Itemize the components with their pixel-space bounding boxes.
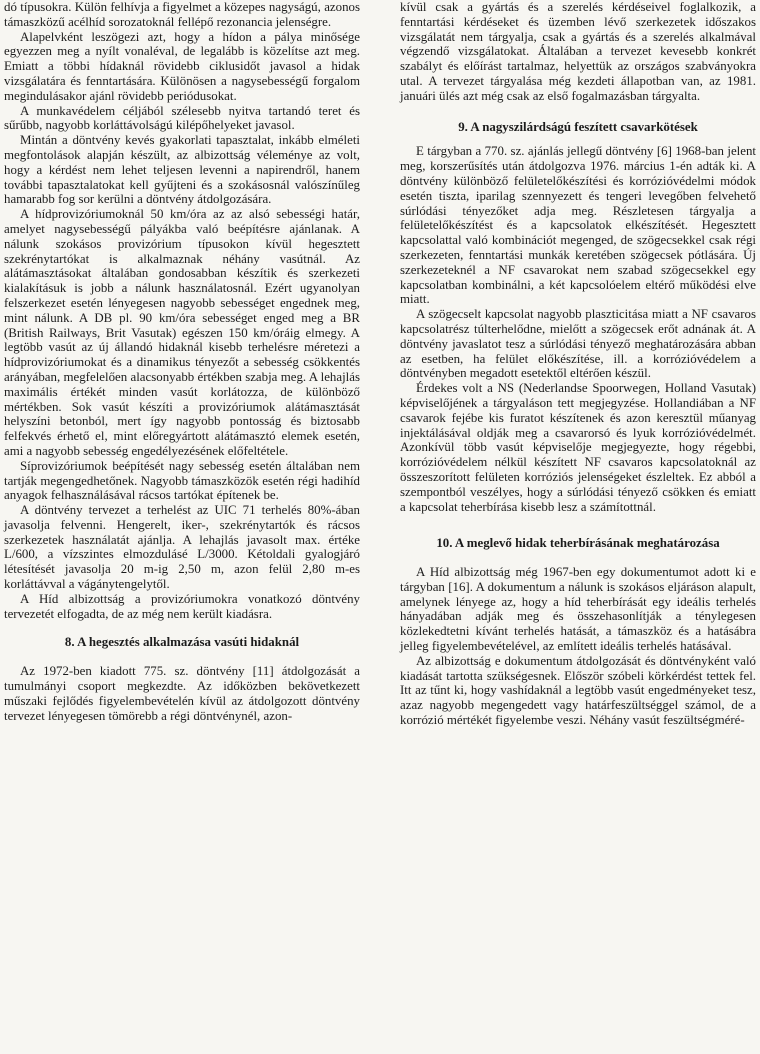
paragraph: A hídprovizóriumoknál 50 km/óra az az alsó sebességi határ, amelyet nagysebességű pályákba való beépítésre ajánlanak. A nálunk szokásos provizórium típusokon kívül hegesztett szekrénytartókat is alkalmaznak néhány vasútnál. Az alátámasztásokat általában gondosabban készítik és szerkezeti kialakításuk is jobb a nálunk használatosnál. Ezért ugyanolyan felszerkezet esetén lényegesen nagyobb sebességet engednek meg, mint nálunk. A DB pl. 90 km/óra sebességet enged meg a BR (British Railways, Brit Vasutak) egészen 150 km/óráig elmegy. A legtöbb vasút az új állandó hidaknál kisebb terhelésre méretezi a hídprovizóriumokat és a dinamikus tényezőt a sebesség csökkentés arányában, megfelelően alacsonyabb értékben szabja meg. A lehajlás maximális értékét minden vasút korlátozza, de különböző mértékben. Sok vasút készíti a provizóriumok alátámasztását helyszíni betonból, mert így nagyobb pontosság és biztosabb felfekvés érhető el, mint előregyártott alátámasztó elemek esetén, ami a nagyobb sebesség engedélyezésének előfeltétele. xyxy=(4,207,360,458)
paragraph: Érdekes volt a NS (Nederlandse Spoorwegen, Holland Vasutak) képviselőjének a tárgyaláson tett megjegyzése. Hollandiában a NF csavarok fejébe kis furatot készítenek és azon keresztül műanyag injektálásával oldják meg a csavarorsó és lyuk korrózióvédelmét. Azonkívül több vasút képviselője megjegyezte, hogy régebbi, korrózióvédelem nélkül készített NF csavaros kapcsolatoknál az összeszorított felületen korróziós jelenségeket észleltek. Ez abból a szempontból veszélyes, hogy a súrlódási tényező csökken és emiatt a kapcsolat teherbírása kisebb lesz a számítottnál. xyxy=(400,381,756,514)
left-column xyxy=(4,0,360,723)
paragraph: Alapelvként leszögezi azt, hogy a hídon a pálya minősége egyezzen meg a nyílt vonaléval, de legalább is közelítse azt meg. Emiatt a többi hídaknál rövidebb ciklusidőt javasol a hidak vizsgálatára és fenntartására. Különösen a nagysebességű forgalom megindulásakor ajánl rövidebb periódusokat. xyxy=(4,29,360,103)
paragraph: A döntvény tervezet a terhelést az UIC 71 terhelés 80%-ában javasolja felvenni. Hengerelt, iker-, szekrénytartók és rácsos szerkezetek használatát ajánlja. A lehajlás javasolt max. értéke L/600, a vízszintes elmozdulásé L/3000. Kétoldali gyalogjáró létesítését javasolja 20 m-ig 2,50 m, azon felül 2,80 m-es korláttávval a vágánytengelytől. xyxy=(4,503,360,592)
paragraph: Síprovizóriumok beépítését nagy sebesség esetén általában nem tartják megengedhetőnek. Nagyobb támaszközök esetén régi hadihíd anyagok felhasználásával rácsos tartókat építenek be. xyxy=(4,458,360,503)
paragraph: A Híd albizottság még 1967-ben egy dokumentumot adott ki e tárgyban [16]. A dokumentum a nálunk is szokásos eljáráson alapult, amelynek lényege az, hogy a híd teherbírását egy ideális terhelés hányadában adják meg és összehasonlítják a ténylegesen közlekedtetni kívánt terhelés hatását, a támaszköz és a hatásábra jelleg figyelembevételével, az említett ideális terhelés hatásával. xyxy=(400,565,756,654)
paragraph: A munkavédelem céljából szélesebb nyitva tartandó teret és sűrűbb, nagyobb korláttávolságú kilépőhelyeket javasol. xyxy=(4,103,360,133)
paragraph: A Híd albizottság a provizóriumokra vonatkozó döntvény tervezetét elfogadta, de az még nem került kiadásra. xyxy=(4,591,360,621)
paragraph: dó típusokra. Külön felhívja a figyelmet a közepes nagyságú, azonos támaszközű acélhíd sorozatoknál fellépő rezonancia jelenségre. xyxy=(4,0,360,29)
paragraph: Mintán a döntvény kevés gyakorlati tapasztalat, inkább elméleti megfontolások alapján készült, az albizottság véleménye az volt, hogy a kérdést nem lehet teljesen levenni a napirendről, hanem további tapasztalatokat kell gyűjteni és a szokásosnál valószínűleg hamarabb fog sor kerülni a döntvény átdolgozására. xyxy=(4,133,360,207)
paragraph: kívül csak a gyártás és a szerelés kérdéseivel foglalkozik, a fenntartási kérdéseket és üzemben lévő szerkezetek időszakos vizsgálatát nem tárgyalja, csak a gyártás és a szerelés alkalmával végzendő vizsgálatokat. Általában a tervezet kevesebb konkrét szabályt és előírást tartalmaz, helyettük az országos szabványokra utal. A tervezet tárgyalása még kezdeti állapotban van, az 1981. januári ülés azt még csak az első fogalmazásban tárgyalta. xyxy=(400,0,756,103)
section-heading-8: 8. A hegesztés alkalmazása vasúti hidaknál xyxy=(64,635,300,650)
paragraph: Az 1972-ben kiadott 775. sz. döntvény [11] átdolgozását a tumulmányi csoport megkezdte. Az időközben bekövetkezett műszaki fejlődés figyelembevételén kívül az átdolgozott döntvény tervezet lényegesen tömörebb a régi döntvénynél, azon- xyxy=(4,664,360,723)
paragraph: Az albizottság e dokumentum átdolgozását és döntvényként való kiadását tartotta szükségesnek. Először szóbeli körkérdést tettek fel. Itt az tűnt ki, hogy vashídaknál a legtöbb vasút engedményeket tesz, azaz nagyobb megengedett vagy határfeszültséggel számol, de a korrózió mértékét figyelembe veszi. Néhány vasút feszültségméré- xyxy=(400,653,756,728)
section-heading-9: 9. A nagyszilárdságú feszített csavarkötések xyxy=(458,119,698,134)
paragraph: A szögecselt kapcsolat nagyobb plaszticitása miatt a NF csavaros kapcsolatrész túlterhelődne, mielőtt a szögecsek erőt adnának át. A döntvény javaslatot tesz a súrlódási tényező meghatározására abban az esetben, ha felület előkészítése, ill. a korrózióvédelem a döntvényben megadott esetektől eltérően készül. xyxy=(400,307,756,381)
paragraph: E tárgyban a 770. sz. ajánlás jellegű döntvény [6] 1968-ban jelent meg, korszerűsítés után átdolgozva 1976. március 1-én adták ki. A döntvény különböző felületelőkészítési és korrózióvédelmi módok esetén tiszta, iparilag szennyezett és tengeri levegőben felvehető súrlódási tényezőket adja meg. Részletesen tárgyalja a felületelőkészítést és a kapcsolatok elkészítését. Hegesztett kapcsolattal való kombinációt megenged, de szögecsekkel csak régi szerkezeten, fenntartási munkák keretében szögecsek pótlására. Új szerkezeteknél a NF csavarokat nem szabad szögecsekkel egy kapcsolatban kombinálni, a két kapcsolóelem eltérő működési elve miatt. xyxy=(400,144,756,307)
section-heading-10: 10. A meglevő hidak teherbírásának meghatározása xyxy=(436,536,720,551)
right-column xyxy=(400,0,756,728)
